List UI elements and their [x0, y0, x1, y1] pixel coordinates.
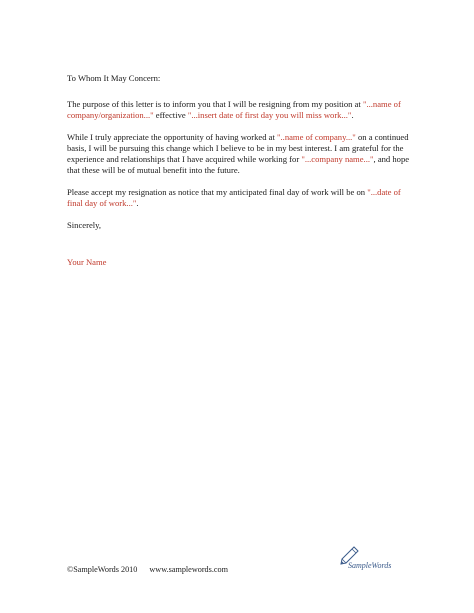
text-segment: , and hope that these will be of mutual benefit into the future.: [67, 154, 410, 175]
letter-body: [67, 73, 413, 268]
page-footer: [67, 565, 228, 575]
text-segment: Please accept my resignation as notice that my anticipated final day of work will be on: [67, 187, 368, 197]
paragraph-final-day: [67, 187, 413, 209]
closing: Sincerely,: [67, 220, 102, 230]
website-link[interactable]: www.samplewords.com: [149, 565, 228, 574]
placeholder-effective-date: "...insert date of first day you will miss work...": [187, 110, 352, 120]
copyright-text: ©SampleWords 2010: [67, 565, 138, 574]
signature-placeholder: Your Name: [67, 257, 107, 267]
placeholder-final-date: "...date of final day of work...": [67, 187, 401, 208]
text-segment: While I truly appreciate the opportunity of having worked at: [67, 132, 278, 142]
text-segment: .: [136, 198, 139, 208]
salutation: To Whom It May Concern:: [67, 73, 161, 83]
paragraph-appreciation: [67, 132, 413, 176]
text-segment: .: [351, 110, 354, 120]
text-segment: on a continued basis, I will be pursuing this change which I believe to be in my best interest. I am grateful for the experience and relationships that I have acquired while working for: [67, 132, 409, 164]
text-segment: effective: [153, 110, 188, 120]
samplewords-logo: [338, 544, 404, 574]
paragraph-purpose: [67, 99, 413, 121]
placeholder-company-name: "..name of company...": [277, 132, 356, 142]
logo-wordmark: SampleWords: [348, 561, 392, 570]
text-segment: The purpose of this letter is to inform you that I will be resigning from my position at: [67, 99, 363, 109]
placeholder-company-name: "...name of company/organization...": [67, 99, 401, 120]
placeholder-company-name: "...company name...": [301, 154, 374, 164]
